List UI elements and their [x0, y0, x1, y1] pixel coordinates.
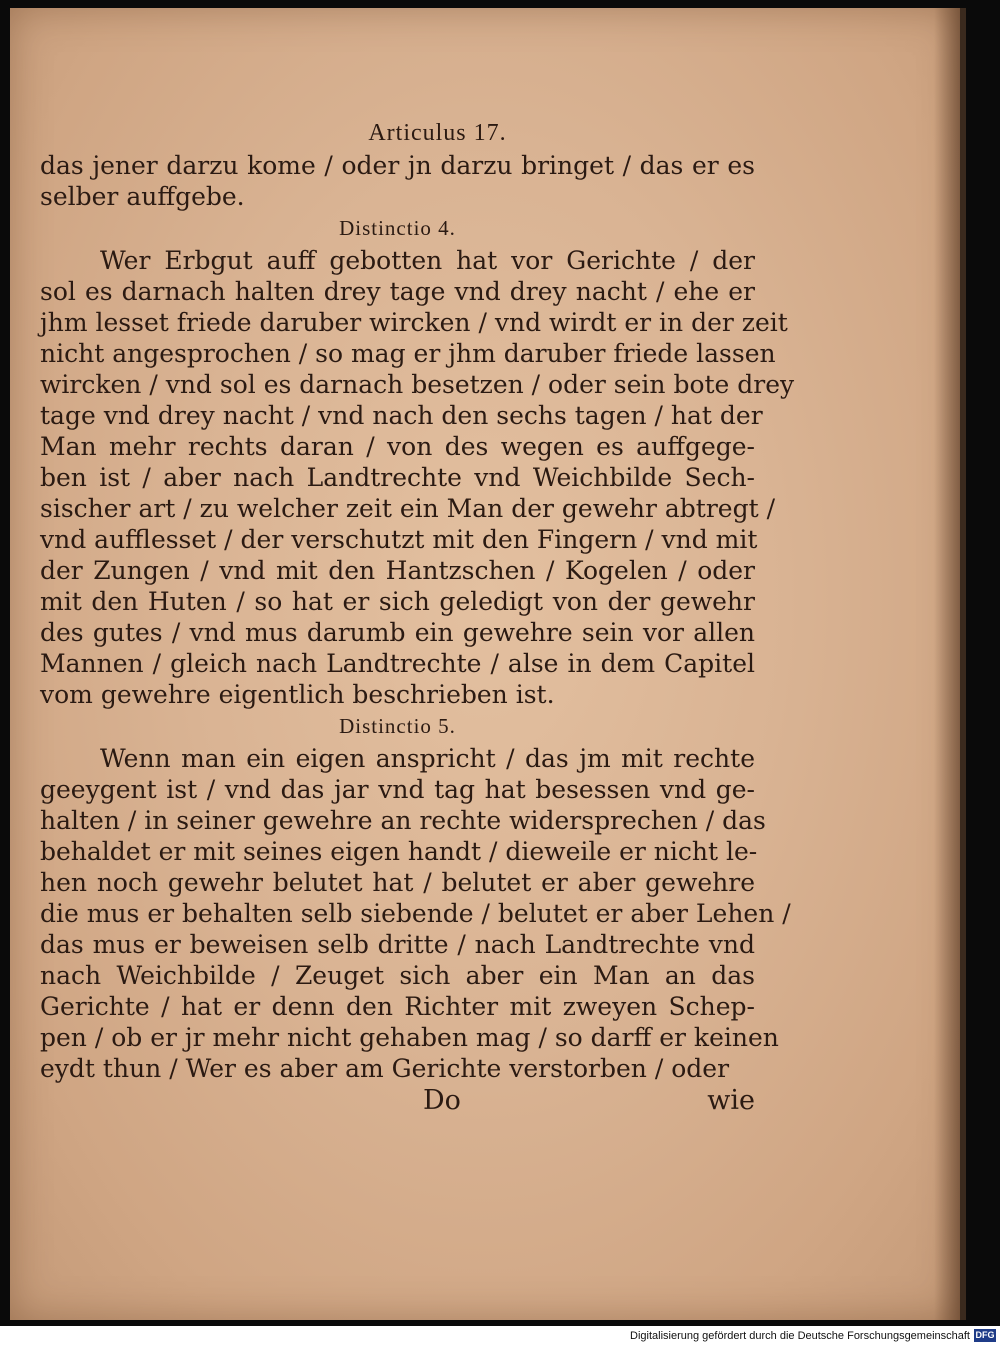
heading-distinctio-4: Distinctio 4. — [339, 216, 456, 240]
text-line: selber auffgebe. — [40, 182, 245, 211]
page-fold-shadow — [934, 8, 960, 1320]
text-line: sol es darnach halten drey tage vnd drey nacht / ehe er — [40, 277, 755, 306]
text-line: das mus er beweisen selb dritte / nach Landtrechte vnd — [40, 930, 755, 959]
text-line: jhm lesset friede daruber wircken / vnd wirdt er in der zeit — [40, 308, 788, 337]
footer-bar — [0, 1326, 1000, 1348]
text-line: die mus er behalten selb siebende / belutet er aber Lehen / — [40, 899, 791, 928]
running-head: Articulus 17. — [368, 120, 507, 146]
text-line: ben ist / aber nach Landtrechte vnd Weichbilde Sech- — [40, 463, 755, 492]
text-line: geeygent ist / vnd das jar vnd tag hat besessen vnd ge- — [40, 775, 755, 804]
text-line: des gutes / vnd mus darumb ein gewehre sein vor allen — [40, 618, 755, 647]
funding-credit: Digitalisierung gefördert durch die Deutsche Forschungsgemeinschaft — [630, 1330, 970, 1342]
text-line: nach Weichbilde / Zeuget sich aber ein Man an das — [40, 961, 755, 990]
text-line: sischer art / zu welcher zeit ein Man der gewehr abtregt / — [40, 494, 776, 523]
text-line: nicht angesprochen / so mag er jhm daruber friede lassen — [40, 339, 776, 368]
text-line: mit den Huten / so hat er sich geledigt von der gewehr — [40, 587, 755, 616]
text-line: Mannen / gleich nach Landtrechte / alse in dem Capitel — [40, 649, 755, 678]
text-block — [40, 116, 795, 1118]
text-line: Gerichte / hat er denn den Richter mit zweyen Schep- — [40, 992, 755, 1021]
text-line: vom gewehre eigentlich beschrieben ist. — [40, 680, 555, 709]
text-line: behaldet er mit seines eigen handt / dieweile er nicht le- — [40, 837, 758, 866]
catchword: wie — [707, 1085, 755, 1116]
signature-mark: Do — [423, 1085, 461, 1116]
text-line: Man mehr rechts daran / von des wegen es auffgege- — [40, 432, 755, 461]
text-lines-before-distinctio-4 — [40, 150, 755, 212]
text-line: hen noch gewehr belutet hat / belutet er aber gewehre — [40, 868, 755, 897]
text-line: pen / ob er jr mehr nicht gehaben mag / so darff er keinen — [40, 1023, 779, 1052]
text-line: tage vnd drey nacht / vnd nach den sechs tagen / hat der — [40, 401, 763, 430]
text-lines-distinctio-4 — [40, 245, 795, 710]
text-line: Wer Erbgut auff gebotten hat vor Gerichte / der — [100, 246, 755, 275]
text-line: das jener darzu kome / oder jn darzu bringet / das er es — [40, 151, 755, 180]
text-line: vnd aufflesset / der verschutzt mit den Fingern / vnd mit — [40, 525, 758, 554]
text-line: eydt thun / Wer es aber am Gerichte verstorben / oder — [40, 1054, 730, 1083]
text-line: der Zungen / vnd mit den Hantzschen / Kogelen / oder — [40, 556, 755, 585]
dfg-logo: DFG — [975, 1330, 995, 1340]
text-line: Wenn man ein eigen anspricht / das jm mit rechte — [100, 744, 755, 773]
text-line: wircken / vnd sol es darnach besetzen / oder sein bote drey — [40, 370, 795, 399]
text-lines-distinctio-5 — [40, 743, 791, 1084]
page-bottom-row — [40, 1084, 755, 1118]
heading-distinctio-5: Distinctio 5. — [339, 714, 456, 738]
book-page — [10, 8, 966, 1320]
text-line: halten / in seiner gewehre an rechte widersprechen / das — [40, 806, 766, 835]
